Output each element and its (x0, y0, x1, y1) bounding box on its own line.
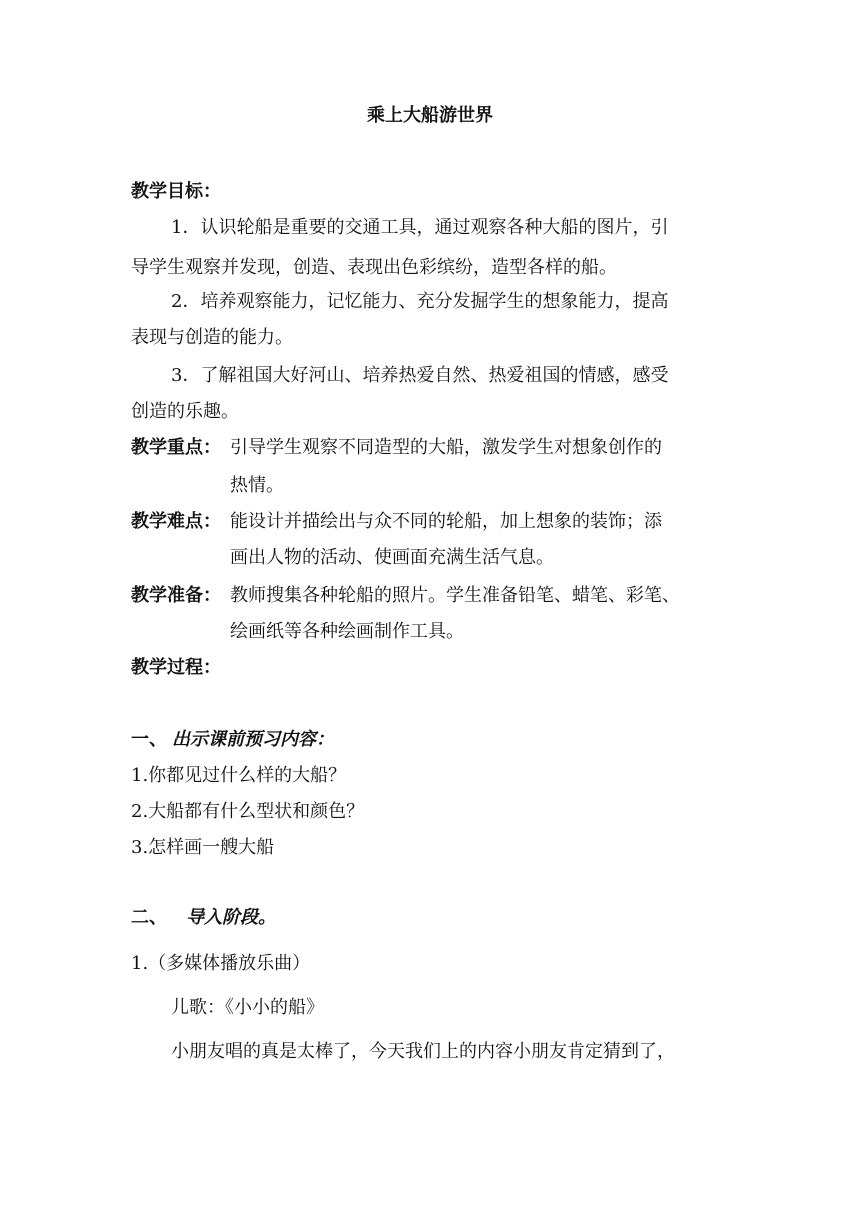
difficulty-label: 教学难点： (131, 511, 221, 532)
section-2-paragraph: 小朋友唱的真是太棒了，今天我们上的内容小朋友肯定猜到了， (171, 1041, 675, 1062)
section-1-item-3: 3.怎样画一艘大船 (131, 837, 275, 858)
objectives-heading: 教学目标： (131, 181, 221, 202)
difficulty-line-2: 画出人物的活动、使画面充满生活气息。 (230, 547, 554, 568)
objective-3-line-2: 创造的乐趣。 (131, 401, 239, 422)
objective-1-line-2: 导学生观察并发现，创造、表现出色彩缤纷，造型各样的船。 (131, 257, 617, 278)
objective-2-line-1: 2．培养观察能力，记忆能力、充分发掘学生的想象能力，提高 (171, 291, 669, 312)
objective-3-line-1: 3．了解祖国大好河山、培养热爱自然、热爱祖国的情感，感受 (171, 365, 669, 386)
section-2-number: 二、 (131, 907, 167, 928)
section-2-title: 导入阶段。 (186, 907, 276, 928)
section-1-title: 出示课前预习内容： (172, 729, 334, 750)
section-1-item-1: 1.你都见过什么样的大船？ (131, 765, 347, 786)
objective-2-line-2: 表现与创造的能力。 (131, 327, 293, 348)
objective-1-line-1: 1．认识轮船是重要的交通工具，通过观察各种大船的图片，引 (171, 217, 669, 238)
section-2-song: 儿歌：《小小的船》 (171, 997, 324, 1018)
section-1-item-2: 2.大船都有什么型状和颜色？ (131, 801, 365, 822)
preparation-line-2: 绘画纸等各种绘画制作工具。 (230, 621, 464, 642)
key-point-line-1: 引导学生观察不同造型的大船，激发学生对想象创作的 (230, 437, 662, 458)
process-heading: 教学过程： (131, 657, 221, 678)
document-title: 乘上大船游世界 (367, 105, 493, 126)
section-2-step-1: 1.（多媒体播放乐曲） (131, 953, 311, 974)
difficulty-line-1: 能设计并描绘出与众不同的轮船，加上想象的装饰；添 (230, 511, 662, 532)
preparation-label: 教学准备： (131, 585, 221, 606)
preparation-line-1: 教师搜集各种轮船的照片。学生准备铅笔、蜡笔、彩笔、 (230, 585, 680, 606)
section-1-number: 一、 (131, 729, 167, 750)
key-point-line-2: 热情。 (230, 475, 284, 496)
key-point-label: 教学重点： (131, 437, 221, 458)
